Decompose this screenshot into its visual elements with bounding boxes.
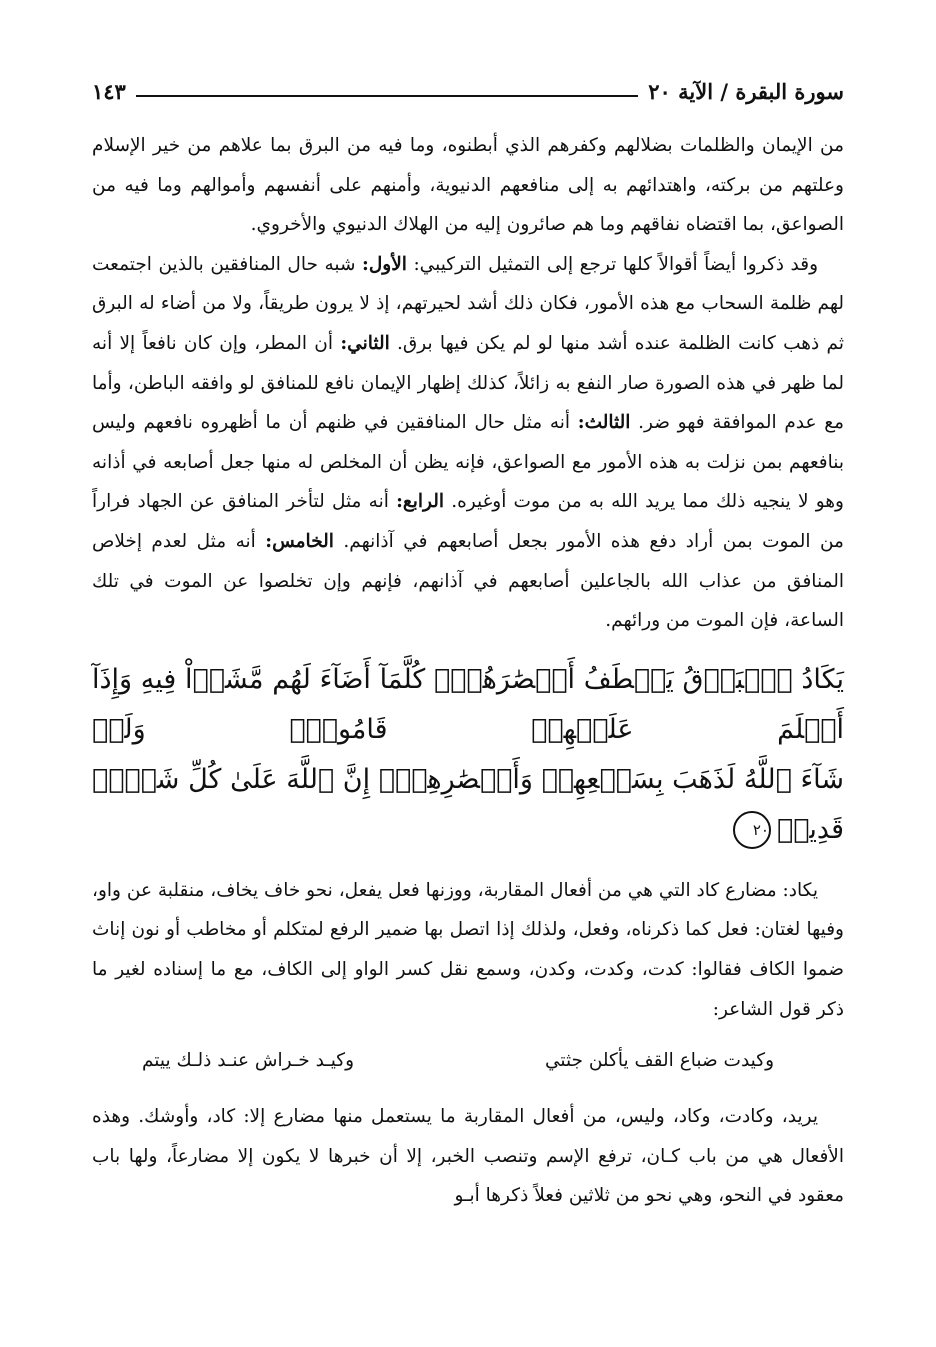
- poetry-second-hemistich: وكيـد خـراش عنـد ذلـك ييتم: [142, 1050, 355, 1072]
- page-body: [92, 126, 844, 1216]
- running-header: [92, 70, 844, 104]
- term-third: الثالث:: [577, 412, 631, 434]
- term-first: الأول:: [362, 253, 407, 275]
- paragraph-interpretations: [92, 245, 844, 641]
- verse-line-2-text: شَآءَ ٱللَّهُ لَذَهَبَ بِسَمۡعِهِمۡ وَأَبۡصَٰرِهِمۡۚ إِنَّ ٱللَّهَ عَلَىٰ كُلِّ شَيۡءٖ قَدِيرٞ: [92, 763, 844, 845]
- ayah-number-marker: ٢٠: [733, 811, 771, 849]
- paragraph-intro: من الإيمان والظلمات بضلالهم وكفرهم الذي أبطنوه، وما فيه من البرق بما علاهم من خير الإسلام وعلتهم من بركته، واهتدائهم به إلى منافعهم الدنيوية، وأمنهم على أنفسهم وأموالهم وما فيه من الصواعق، بما اقتضاه نفاقهم وما هم صائرون إليه من الهلاك الدنيوي والأخروي.: [92, 135, 844, 236]
- header-rule: [136, 95, 638, 97]
- paragraph-grammar: يكاد: مضارع كاد التي هي من أفعال المقاربة، ووزنها فعل يفعل، نحو خاف يخاف، منقلبة عن واو، وفيها لغتان: فعل كما ذكرناه، وفعل، ولذلك إذا اتصل بها ضمير الرفع لمتكلم أو مخاطب أو نون إناث ضموا الكاف فقالوا: كدت، وكدت، وكدن، وسمع نقل كسر الواو إلى الكاف، مع ما إسناده لغير ما ذكر قول الشاعر:: [92, 879, 844, 1020]
- text-fourth: أنه مثل لتأخر المنافق عن الجهاد فراراً من الموت بمن أراد دفع هذه الأمور بجعل أصابعهم في آذانهم.: [92, 491, 844, 552]
- term-fourth: الرابع:: [396, 491, 445, 513]
- verse-line-1: يَكَادُ ٱلۡبَرۡقُ يَخۡطَفُ أَبۡصَٰرَهُمۡۖ كُلَّمَآ أَضَآءَ لَهُم مَّشَوۡاْ فِيهِ وَإِذَآ أَظۡلَمَ عَلَيۡهِمۡ قَامُواْۚ وَلَوۡ: [92, 663, 844, 745]
- quran-verse: [92, 655, 844, 855]
- term-second: الثاني:: [340, 332, 390, 354]
- text-third: أنه مثل حال المنافقين في ظنهم أن ما أظهروه نافعهم وليس بنافعهم بمن نزلت به هذه الأمور مع الصواعق، فإنه يظن أن المخلص له منها جعل أصابعه في أذانه وهو لا ينجيه ذلك مما يريد الله به من موت أوغيره.: [92, 412, 844, 513]
- text-first: شبه حال المنافقين بالذين اجتمعت لهم ظلمة السحاب مع هذه الأمور، فكان ذلك أشد لحيرتهم، إذ لا يرون طريقاً، ولا من أضاء له البرق ثم ذهب كانت الظلمة عنده أشد منها لو لم يكن فيها برق.: [92, 253, 845, 354]
- term-fifth: الخامس:: [265, 530, 334, 552]
- poetry-verse: [92, 1029, 844, 1097]
- verse-line-2: [92, 755, 844, 855]
- text-second: أن المطر، وإن كان نافعاً إلا أنه لما ظهر في هذه الصورة صار النفع به زائلاً، كذلك إظهار الإيمان نافع للمنافق لو وافقه الباطن، وأما مع عدم الموافقة فهو ضر.: [92, 332, 844, 434]
- interpretations-intro: وقد ذكروا أيضاً أقوالاً كلها ترجع إلى التمثيل التركيبي:: [413, 253, 818, 275]
- paragraph-verbs: يريد، وكادت، وكاد، وليس، من أفعال المقاربة ما يستعمل منها مضارع إلا: كاد، وأوشك. وهذه الأفعال هي من باب كـان، ترفع الإسم وتنصب الخبر، إلا أن خبرها لا يكون إلا مضارعاً، ولها باب معقود في النحو، وهي نحو من ثلاثين فعلاً ذكرها أبـو: [92, 1106, 844, 1207]
- surah-verse-title: سورة البقرة / الآية ٢٠: [648, 79, 844, 104]
- text-fifth: أنه مثل لعدم إخلاص المنافق من عذاب الله بالجاعلين أصابعهم في آذانهم، فإنهم وإن تخلصوا عن الموت في تلك الساعة، فإن الموت من ورائهم.: [92, 530, 844, 632]
- page-number: ١٤٣: [92, 79, 126, 104]
- poetry-first-hemistich: وكيدت ضباع القف يأكلن جثتي: [544, 1050, 774, 1072]
